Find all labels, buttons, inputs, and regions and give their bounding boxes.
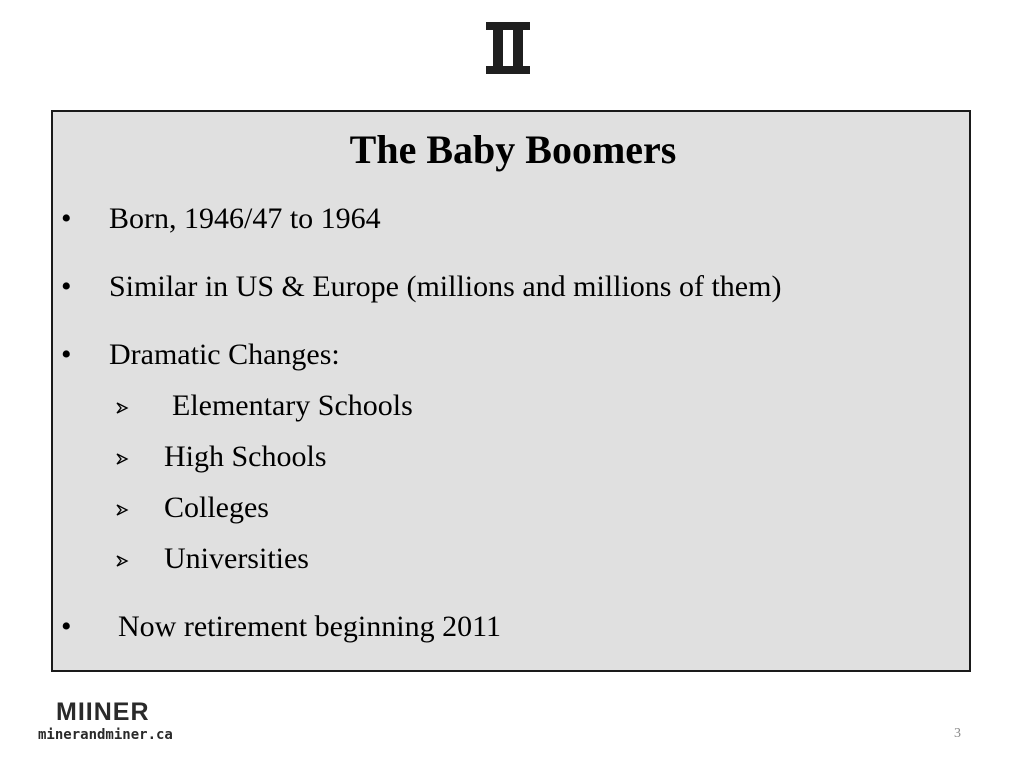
bullet-text: Dramatic Changes:: [109, 338, 340, 371]
bullet-text: Born, 1946/47 to 1964: [109, 202, 381, 235]
footer-logo: MIINER: [56, 698, 150, 726]
sub-bullet-text: Elementary Schools: [172, 389, 413, 422]
bullet-glyph: •: [61, 202, 72, 235]
bullet-text: Similar in US & Europe (millions and millions of them): [109, 270, 782, 303]
arrowhead-icon: [115, 401, 129, 415]
bullet-glyph: •: [61, 338, 72, 371]
bullet-glyph: •: [61, 270, 72, 303]
page-number: 3: [954, 726, 961, 741]
sub-bullet-text: High Schools: [164, 440, 327, 473]
bullet-glyph: •: [61, 610, 72, 643]
arrowhead-icon: [115, 452, 129, 466]
content-box: [51, 110, 971, 672]
arrowhead-icon: [115, 503, 129, 517]
logo-mark-icon: [486, 22, 530, 74]
sub-bullet-text: Colleges: [164, 491, 269, 524]
sub-bullet-text: Universities: [164, 542, 309, 575]
arrowhead-icon: [115, 554, 129, 568]
slide-title: The Baby Boomers: [349, 127, 677, 172]
footer-url: minerandminer.ca: [38, 727, 173, 743]
bullet-text: Now retirement beginning 2011: [118, 610, 501, 643]
